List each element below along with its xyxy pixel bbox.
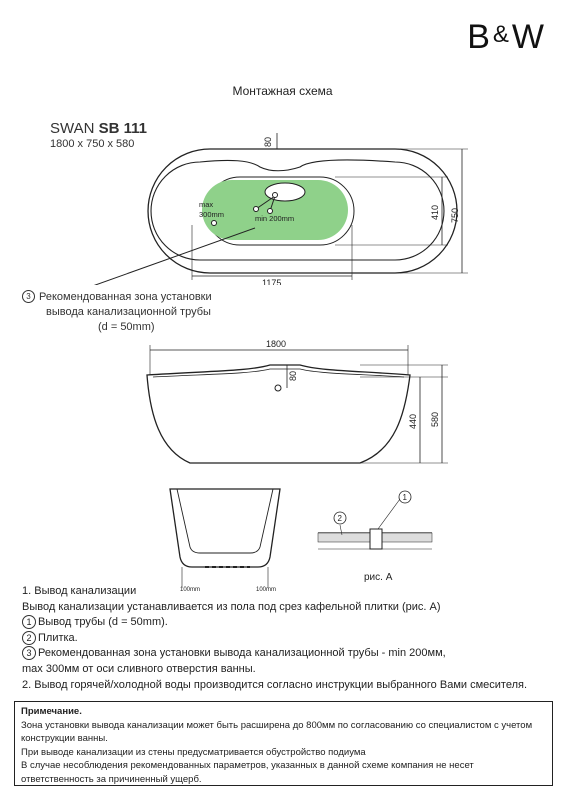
note-box (14, 701, 553, 786)
min-label: min 200mm (255, 214, 295, 223)
note-paragraph-2: При выводе канализации из стены предусматривается обустройство подиума (21, 746, 366, 758)
figure-a-drawing (310, 485, 440, 585)
legend-marker-2: 2 (22, 631, 36, 645)
tub-end-inner (177, 489, 273, 553)
callout-3-line3: (d = 50mm) (98, 321, 155, 333)
legend-line-2: Вывод канализации устанавливается из пола под срез кафельной плитки (рис. А) (22, 600, 441, 613)
dim-1800: 1800 (266, 339, 287, 349)
end-view-drawing (150, 485, 300, 595)
drain-pipe (370, 529, 382, 549)
legend-line-4: Плитка. (38, 631, 78, 644)
max-point (212, 221, 217, 226)
end-dim-left: 100mm (180, 587, 201, 593)
note-paragraph-1: Зона установки вывода канализации может быть расширена до 800мм по согласованию со специалистом с учетом конструкции ванны. (21, 719, 533, 745)
note-heading: Примечание. (21, 706, 82, 717)
dim-80-top: 80 (263, 136, 273, 147)
dim-440: 440 (408, 413, 418, 429)
legend-block (22, 584, 562, 693)
callout-3-line1: Рекомендованная зона установки (39, 291, 212, 303)
callout-3-marker: 3 (22, 290, 35, 303)
note-paragraph-3: В случае несоблюдения рекомендованных параметров, указанных в данной схеме компания не несет ответственность за причиненный ущерб. (21, 760, 474, 785)
legend-marker-1: 1 (22, 615, 36, 629)
model-code: SB 111 (98, 120, 148, 137)
dim-1175: 1175 (262, 278, 282, 285)
legend-line-7: 2. Вывод горячей/холодной воды производится согласно инструкции выбранного Вами смесителя. (22, 678, 528, 691)
zone-callout (22, 290, 212, 335)
dim-750: 750 (450, 207, 460, 223)
callout-3-line2: вывода канализационной трубы (46, 306, 211, 318)
mid-point (268, 209, 273, 214)
figure-a-num-2: 2 (337, 514, 342, 523)
page-title: Монтажная схема (232, 84, 333, 98)
logo-letter-b: B (467, 18, 491, 56)
legend-line-6: max 300мм от оси сливного отверстия ванны. (22, 662, 256, 675)
tub-end-outer (170, 489, 280, 567)
legend-line-5: Рекомендованная зона установки вывода канализационной трубы - min 200мм, (38, 647, 446, 660)
min-point (254, 207, 259, 212)
logo-ampersand: & (492, 21, 510, 48)
side-view-drawing (0, 335, 565, 470)
brand-logo (467, 18, 545, 57)
dim-80-side: 80 (288, 370, 298, 381)
dim-410: 410 (430, 204, 440, 220)
legend-marker-3: 3 (22, 646, 36, 660)
tub-side-outline (147, 365, 410, 463)
model-dimensions: 1800 x 750 x 580 (50, 138, 135, 150)
overflow-hole (275, 385, 281, 391)
max-label-1: max (199, 200, 214, 209)
logo-letter-w: W (511, 18, 545, 56)
model-series: SWAN (50, 120, 95, 137)
drain-center (273, 193, 278, 198)
max-label-2: 300mm (199, 210, 225, 219)
legend-line-1: 1. Вывод канализации (22, 585, 137, 597)
dim-580: 580 (430, 411, 440, 427)
top-view-drawing (0, 125, 565, 285)
figure-a-caption: рис. А (364, 572, 393, 583)
legend-line-3: Вывод трубы (d = 50mm). (38, 616, 168, 629)
end-dim-right: 100mm (256, 587, 277, 593)
figure-a-num-1: 1 (402, 493, 407, 502)
